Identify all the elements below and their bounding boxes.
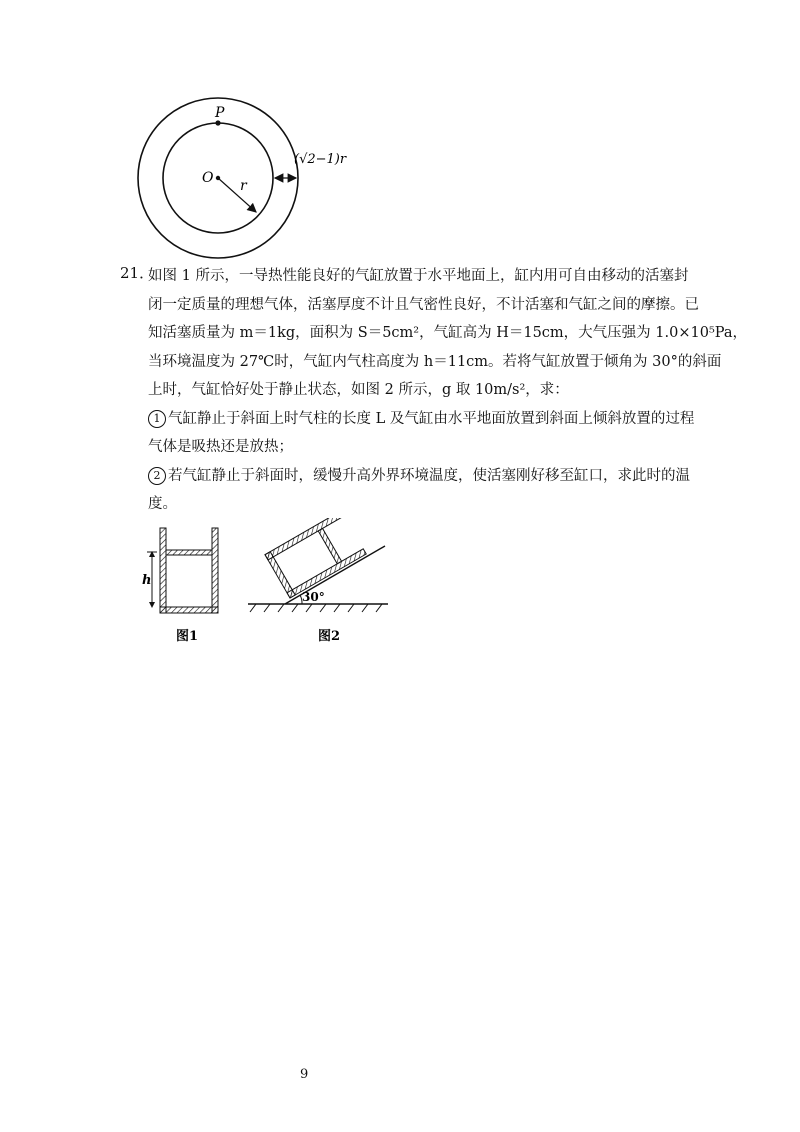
page-number: 9 xyxy=(300,1067,309,1082)
radius-arrow xyxy=(218,178,256,212)
part-1-marker: 1 xyxy=(148,410,166,428)
question-line: 如图 1 所示，一导热性能良好的气缸放置于水平地面上，缸内用可自由移动的活塞封 xyxy=(148,268,689,284)
piston xyxy=(166,550,212,555)
part-2-marker: 2 xyxy=(148,467,166,485)
part-2-line: 度。 xyxy=(148,496,177,512)
part-2-line xyxy=(148,462,688,491)
gap-label: (√2−1)r xyxy=(294,152,347,167)
figure-1-label: 图1 xyxy=(176,629,199,644)
question-body xyxy=(148,262,748,519)
question-line: 上时，气缸恰好处于静止状态，如图 2 所示，g 取 10m/s²，求： xyxy=(148,382,569,398)
figure-2-label: 图2 xyxy=(318,629,341,644)
point-p xyxy=(215,120,220,125)
label-r: r xyxy=(240,178,247,194)
figure-1-cylinder xyxy=(142,528,218,613)
question-line: 当环境温度为 27℃时，气缸内气柱高度为 h＝11cm。若将气缸放置于倾角为 30°的斜面 xyxy=(148,353,722,370)
part-1-line: 气体是吸热还是放热； xyxy=(148,439,293,455)
question-number: 21． xyxy=(120,264,155,282)
cylinder-figures xyxy=(130,518,410,648)
label-o: O xyxy=(202,170,214,186)
figure-2-incline xyxy=(248,518,388,612)
part-1-line xyxy=(148,405,695,434)
concentric-circles-figure xyxy=(136,86,356,264)
label-p: P xyxy=(215,105,225,121)
question-line: 知活塞质量为 m＝1kg，面积为 S＝5cm²，气缸高为 H＝15cm，大气压强为 1.0×10⁵Pa， xyxy=(148,325,748,341)
part-1-text: 气缸静止于斜面上时气柱的长度 L 及气缸由水平地面放置到斜面上倾斜放置的过程 xyxy=(168,410,695,427)
h-label: h xyxy=(142,573,152,588)
part-2-text: 若气缸静止于斜面时，缓慢升高外界环境温度，使活塞刚好移至缸口，求此时的温 xyxy=(168,467,690,484)
angle-label: 30° xyxy=(302,590,325,604)
question-line: 闭一定质量的理想气体，活塞厚度不计且气密性良好，不计活塞和气缸之间的摩擦。已 xyxy=(148,296,699,313)
